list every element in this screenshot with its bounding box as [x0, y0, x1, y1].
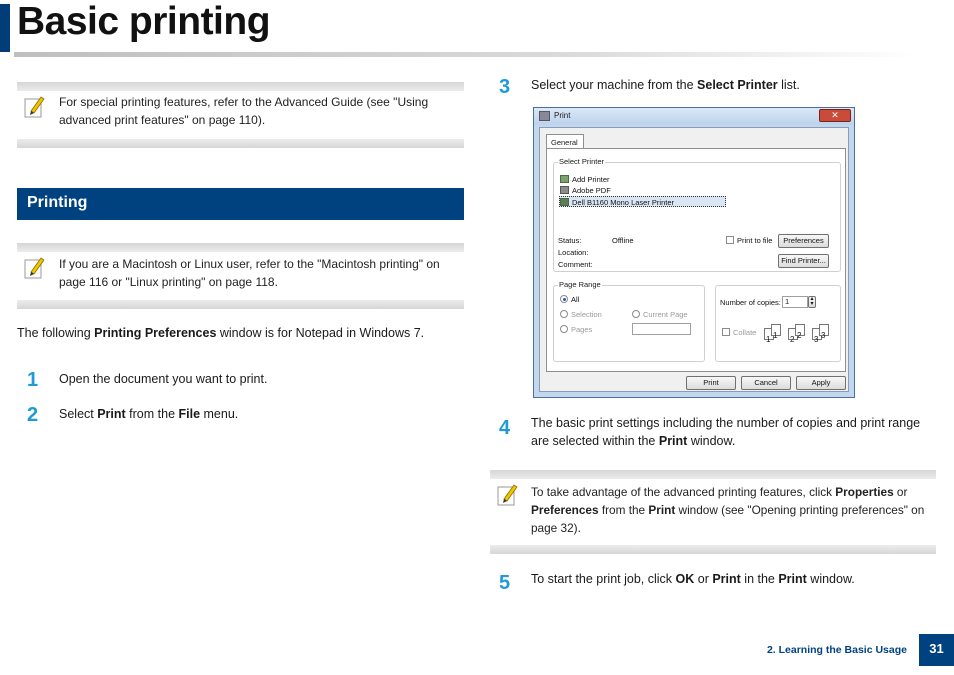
add-printer-icon: [560, 175, 569, 183]
preferences-button[interactable]: Preferences: [778, 234, 829, 248]
range-selection-radio[interactable]: [560, 310, 568, 318]
bold-text: Print: [658, 434, 688, 448]
text-line: [531, 432, 941, 450]
dialog-title: Print: [554, 111, 571, 120]
intro-text: window is for Notepad in Windows 7.: [216, 326, 425, 340]
text: To start the print job, click: [531, 572, 676, 586]
text: are selected within the: [531, 434, 659, 448]
bold-text: Print: [712, 572, 741, 586]
collate-page-icon: 1: [764, 328, 774, 340]
page-title: Basic printing: [17, 0, 271, 43]
text: list.: [777, 78, 800, 92]
intro-bold: Printing Preferences: [94, 326, 217, 340]
text: in the: [740, 572, 779, 586]
step-number: 1: [27, 369, 39, 391]
step-number: 3: [499, 76, 511, 98]
collate-page-icon: 3: [812, 328, 822, 340]
bold-text: OK: [675, 572, 695, 586]
page-range-group: [553, 280, 705, 362]
group-label: Page Range: [559, 280, 601, 289]
note-line: advanced print features" on page 110).: [59, 113, 266, 127]
printer-item-dell[interactable]: Dell B1160 Mono Laser Printer: [572, 198, 674, 207]
group-label: Select Printer: [559, 157, 605, 166]
note-line: page 32).: [531, 521, 581, 535]
bold-text: File: [178, 407, 201, 421]
step-number: 4: [499, 417, 511, 439]
note-line: [531, 501, 936, 519]
tab-general[interactable]: General: [546, 134, 584, 149]
text: or: [694, 572, 713, 586]
laser-printer-icon: [560, 198, 569, 206]
section-title: Printing: [27, 194, 88, 211]
range-all-radio[interactable]: [560, 295, 568, 303]
dialog-body: [539, 127, 849, 392]
range-selection-label: Selection: [571, 310, 602, 319]
note-advanced-guide: [17, 82, 464, 148]
intro-paragraph: [17, 324, 424, 342]
bold-text: Properties: [835, 485, 894, 499]
step-number: 5: [499, 572, 511, 594]
pdf-printer-icon: [560, 186, 569, 194]
printer-item-add[interactable]: Add Printer: [572, 175, 610, 184]
collate-checkbox[interactable]: [722, 328, 730, 336]
text: Select your machine from the: [531, 78, 698, 92]
bold-text: Select Printer: [697, 78, 778, 92]
comment-label: Comment:: [558, 260, 593, 269]
find-printer-button[interactable]: Find Printer...: [778, 254, 829, 268]
text: menu.: [200, 407, 239, 421]
range-all-label: All: [571, 295, 580, 304]
note-pencil-icon: [497, 482, 519, 508]
note-bottom-band: [17, 139, 464, 148]
range-current-label: Current Page: [643, 310, 688, 319]
range-pages-radio[interactable]: [560, 325, 568, 333]
bold-text: Preferences: [531, 503, 599, 517]
apply-button[interactable]: Apply: [796, 376, 846, 390]
step-text: Open the document you want to print.: [59, 372, 268, 386]
note-pencil-icon: [24, 255, 46, 281]
general-tab-panel: [546, 148, 846, 372]
note-top-band: [490, 470, 936, 479]
title-divider: [14, 52, 919, 57]
close-button[interactable]: ✕: [819, 109, 851, 122]
note-top-band: [17, 243, 464, 252]
note-bottom-band: [490, 545, 936, 554]
step-text: [531, 570, 855, 588]
step-text: [531, 414, 941, 450]
text: To take advantage of the advanced printing features, click: [531, 485, 836, 499]
collate-page-icon: 2: [795, 324, 805, 336]
footer-chapter: 2. Learning the Basic Usage: [766, 644, 907, 656]
step-text: [59, 405, 238, 423]
note-line: For special printing features, refer to the Advanced Guide (see "Using: [59, 95, 429, 109]
print-dialog: [533, 107, 855, 398]
text: window.: [687, 434, 736, 448]
range-current-radio[interactable]: [632, 310, 640, 318]
print-button[interactable]: Print: [686, 376, 736, 390]
print-to-file-checkbox[interactable]: [726, 236, 734, 244]
text: window.: [806, 572, 855, 586]
collate-label: Collate: [733, 328, 757, 337]
pages-input[interactable]: [632, 323, 691, 335]
step-number: 2: [27, 404, 39, 426]
status-value: Offline: [612, 236, 634, 245]
title-accent-bar: [0, 4, 10, 52]
note-line: [531, 483, 936, 501]
bold-text: Print: [97, 407, 126, 421]
collate-page-icon: 1: [771, 324, 781, 336]
print-to-file-label: Print to file: [737, 236, 773, 245]
bold-text: Print: [778, 572, 807, 586]
note-advanced-features: [490, 470, 936, 554]
text: from the: [598, 503, 649, 517]
copies-group: [715, 285, 841, 362]
note-line: If you are a Macintosh or Linux user, refer to the "Macintosh printing" on: [59, 257, 440, 271]
note-mac-linux: [17, 243, 464, 309]
text: from the: [125, 407, 179, 421]
intro-text: The following: [17, 326, 95, 340]
text: Select: [59, 407, 98, 421]
collate-page-icon: 2: [788, 328, 798, 340]
printer-icon: [539, 111, 550, 121]
text: window (see "Opening printing preferences" on: [675, 503, 925, 517]
location-label: Location:: [558, 248, 589, 257]
note-line: page 116 or "Linux printing" on page 118.: [59, 275, 278, 289]
cancel-button[interactable]: Cancel: [741, 376, 791, 390]
status-label: Status:: [558, 236, 582, 245]
note-bottom-band: [17, 300, 464, 309]
text: or: [893, 485, 908, 499]
select-printer-group: [553, 157, 841, 272]
note-top-band: [17, 82, 464, 91]
note-pencil-icon: [24, 94, 46, 120]
range-pages-label: Pages: [571, 325, 593, 334]
page-number: 31: [919, 634, 954, 666]
section-header-printing: [17, 188, 464, 220]
text: The basic print settings including the number of copies and print range: [531, 416, 921, 430]
printer-item-adobe-pdf[interactable]: Adobe PDF: [572, 186, 611, 195]
dialog-title-bar: [534, 108, 854, 125]
collate-page-icon: 3: [819, 324, 829, 336]
step-text: [531, 76, 800, 94]
bold-text: Print: [648, 503, 676, 517]
copies-stepper[interactable]: ▴ ▾: [808, 296, 816, 308]
copies-label: Number of copies:: [720, 298, 781, 307]
copies-input[interactable]: 1: [782, 296, 808, 308]
